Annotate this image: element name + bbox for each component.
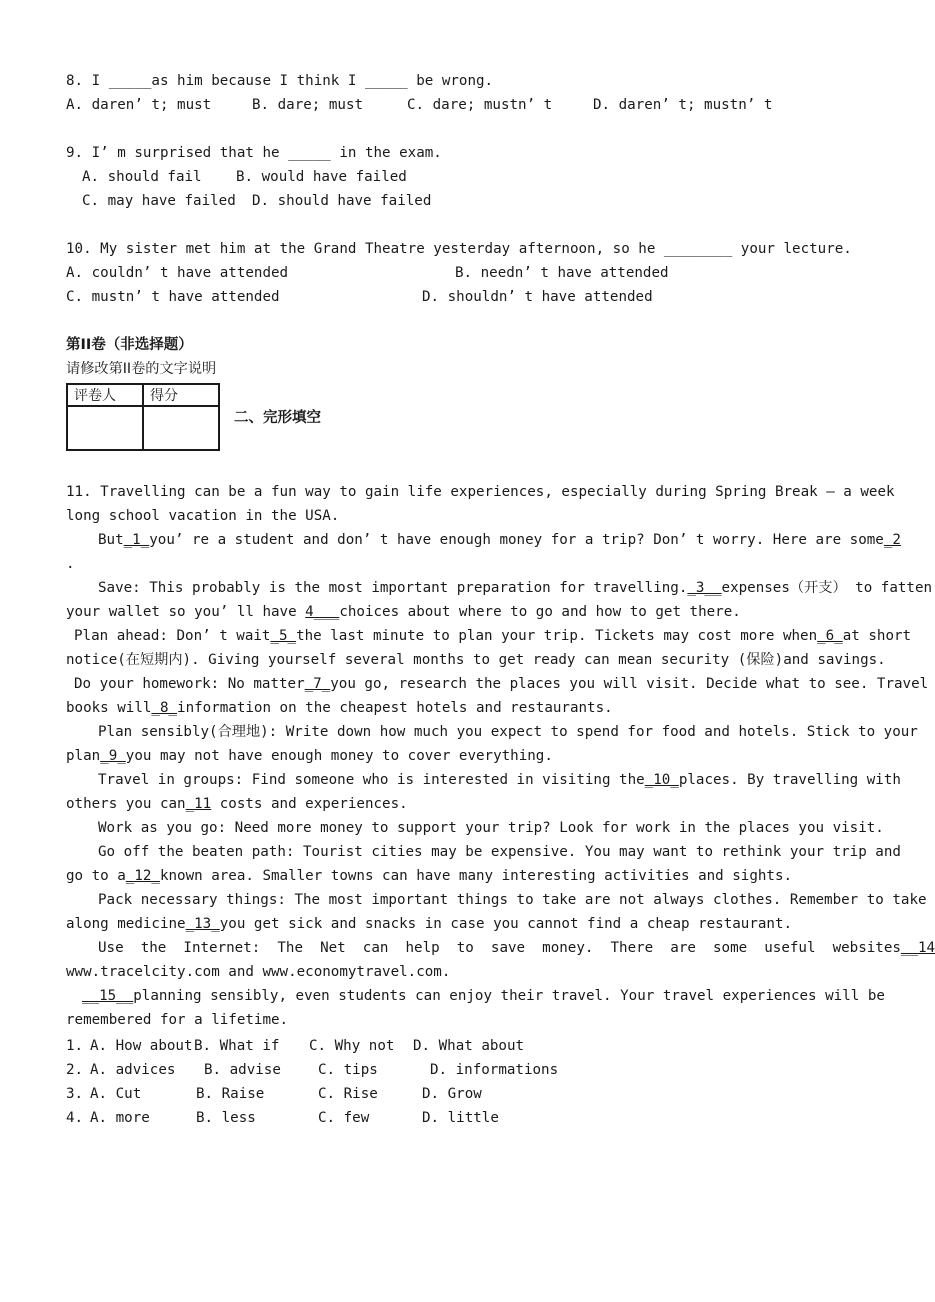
passage-text: the last minute to plan your trip. Tickets may cost more when [296, 628, 818, 644]
passage-line: 11. Travelling can be a fun way to gain life experiences, especially during Spring Break — a week [66, 484, 895, 500]
passage-line [98, 528, 901, 552]
passage-line [66, 744, 553, 768]
part-2-title: 二、完形填空 [234, 410, 321, 426]
answer-2-a: A. advices [90, 1062, 176, 1078]
passage-text: choices about where to go and how to get there. [339, 604, 741, 620]
answer-2-b: B. advise [204, 1062, 281, 1078]
passage-text: planning sensibly, even students can enjoy their travel. Your travel experiences will be [133, 988, 885, 1004]
passage-text: places. By travelling with [678, 772, 901, 788]
q9-option-d: D. should have failed [252, 193, 432, 209]
passage-text: books will [66, 700, 152, 716]
answer-1-b: B. What if [194, 1038, 280, 1054]
blank-9: _9_ [100, 748, 126, 764]
passage-line: Work as you go: Need more money to support your trip? Look for work in the places you visit. [98, 820, 884, 836]
passage-text: Save: This probably is the most important preparation for travelling. [98, 580, 688, 596]
answer-3-num: 3. [66, 1086, 84, 1102]
section-2-note: 请修改第II卷的文字说明 [66, 361, 217, 377]
passage-line: long school vacation in the USA. [66, 508, 340, 524]
q8-option-a: A. daren’ t; must [66, 97, 212, 113]
blank-1: _1_ [123, 532, 150, 548]
q8-option-d: D. daren’ t; mustn’ t [593, 97, 773, 113]
q10-option-d: D. shouldn’ t have attended [422, 289, 653, 305]
passage-text: plan [66, 748, 101, 764]
passage-text: you go, research the places you will visit. Decide what to see. Travel [330, 676, 929, 692]
passage-line: www.tracelcity.com and www.economytravel.com. [66, 964, 451, 980]
passage-line [74, 624, 911, 648]
q10-option-b: B. needn’ t have attended [455, 265, 669, 281]
blank-10: _10_ [644, 772, 679, 788]
passage-text: go to a [66, 868, 126, 884]
answer-1-d: D. What about [413, 1038, 525, 1054]
passage-line [98, 936, 935, 960]
passage-text: Do your homework: No matter [74, 676, 305, 692]
question-9-stem: 9. I’ m surprised that he _____ in the exam. [66, 145, 442, 161]
answer-1-c: C. Why not [309, 1038, 395, 1054]
answer-1-num: 1. [66, 1038, 84, 1054]
blank-12: _12_ [125, 868, 160, 884]
answer-3-d: D. Grow [422, 1086, 482, 1102]
passage-line [66, 864, 792, 888]
passage-text: expenses（开支） to fatten [721, 580, 933, 596]
blank-11: _11 [185, 796, 212, 812]
passage-line [66, 792, 408, 816]
blank-6: _6_ [817, 628, 843, 644]
passage-text: you get sick and snacks in case you cannot find a cheap restaurant. [219, 916, 793, 932]
q9-option-b: B. would have failed [236, 169, 407, 185]
answer-4-b: B. less [196, 1110, 256, 1126]
passage-line [74, 672, 928, 696]
blank-14: __14 [900, 940, 935, 956]
passage-line: notice(在短期内). Giving yourself several months to get ready can mean security (保险)and savings. [66, 652, 886, 668]
passage-text: others you can [66, 796, 186, 812]
q10-option-a: A. couldn’ t have attended [66, 265, 289, 281]
answer-3-c: C. Rise [318, 1086, 378, 1102]
passage-text: costs and experiences. [219, 796, 408, 812]
section-2-title: 第II卷（非选择题） [66, 337, 193, 353]
blank-5: _5_ [270, 628, 297, 644]
passage-line [66, 912, 792, 936]
answer-2-c: C. tips [318, 1062, 378, 1078]
passage-text: Use the Internet: The Net can help to save money. There are some useful websites [98, 940, 901, 956]
passage-text: Plan ahead: Don’ t wait [74, 628, 271, 644]
blank-7: _7_ [304, 676, 331, 692]
passage-line [66, 696, 613, 720]
q9-option-c: C. may have failed [82, 193, 236, 209]
blank-15: __15__ [82, 988, 134, 1004]
passage-line [82, 984, 885, 1008]
q8-option-c: C. dare; mustn’ t [407, 97, 553, 113]
answer-2-num: 2. [66, 1062, 84, 1078]
passage-text: known area. Smaller towns can have many interesting activities and sights. [159, 868, 793, 884]
passage-line [66, 600, 741, 624]
passage-line: Go off the beaten path: Tourist cities may be expensive. You may want to rethink your trip and [98, 844, 901, 860]
blank-13: _13_ [185, 916, 220, 932]
question-8-stem: 8. I _____as him because I think I _____ be wrong. [66, 73, 494, 89]
passage-text: your wallet so you’ ll have [66, 604, 297, 620]
answer-4-num: 4. [66, 1110, 84, 1126]
passage-text: at short [842, 628, 912, 644]
answer-4-c: C. few [318, 1110, 370, 1126]
score-table-score-cell [143, 406, 219, 450]
score-table-header-grader: 评卷人 [67, 384, 143, 406]
blank-4: 4___ [305, 604, 340, 620]
q9-option-a: A. should fail [82, 169, 202, 185]
score-table [66, 383, 220, 451]
passage-text: Travel in groups: Find someone who is interested in visiting the [98, 772, 645, 788]
answer-1-a: A. How about [90, 1038, 193, 1054]
blank-3: _3__ [687, 580, 722, 596]
passage-text: information on the cheapest hotels and restaurants. [177, 700, 613, 716]
passage-line: remembered for a lifetime. [66, 1012, 289, 1028]
blank-8: _8_ [151, 700, 178, 716]
passage-text: you may not have enough money to cover everything. [125, 748, 553, 764]
passage-text: But [98, 532, 124, 548]
answer-3-a: A. Cut [90, 1086, 142, 1102]
answer-3-b: B. Raise [196, 1086, 265, 1102]
passage-line: Plan sensibly(合理地): Write down how much you expect to spend for food and hotels. Stick to your [98, 724, 918, 740]
passage-line [98, 768, 901, 792]
passage-line [98, 576, 932, 600]
answer-2-d: D. informations [430, 1062, 559, 1078]
q8-option-b: B. dare; must [252, 97, 364, 113]
passage-line: . [66, 556, 75, 572]
question-10-stem: 10. My sister met him at the Grand Theatre yesterday afternoon, so he ________ your lecture. [66, 241, 852, 257]
answer-4-a: A. more [90, 1110, 150, 1126]
score-table-header-score: 得分 [143, 384, 219, 406]
passage-text: along medicine [66, 916, 186, 932]
answer-4-d: D. little [422, 1110, 499, 1126]
q10-option-c: C. mustn’ t have attended [66, 289, 280, 305]
passage-text: you’ re a student and don’ t have enough money for a trip? Don’ t worry. Here are some [149, 532, 884, 548]
blank-2: _2 [883, 532, 901, 548]
score-table-grader-cell [67, 406, 143, 450]
passage-line: Pack necessary things: The most important things to take are not always clothes. Remember to take [98, 892, 927, 908]
